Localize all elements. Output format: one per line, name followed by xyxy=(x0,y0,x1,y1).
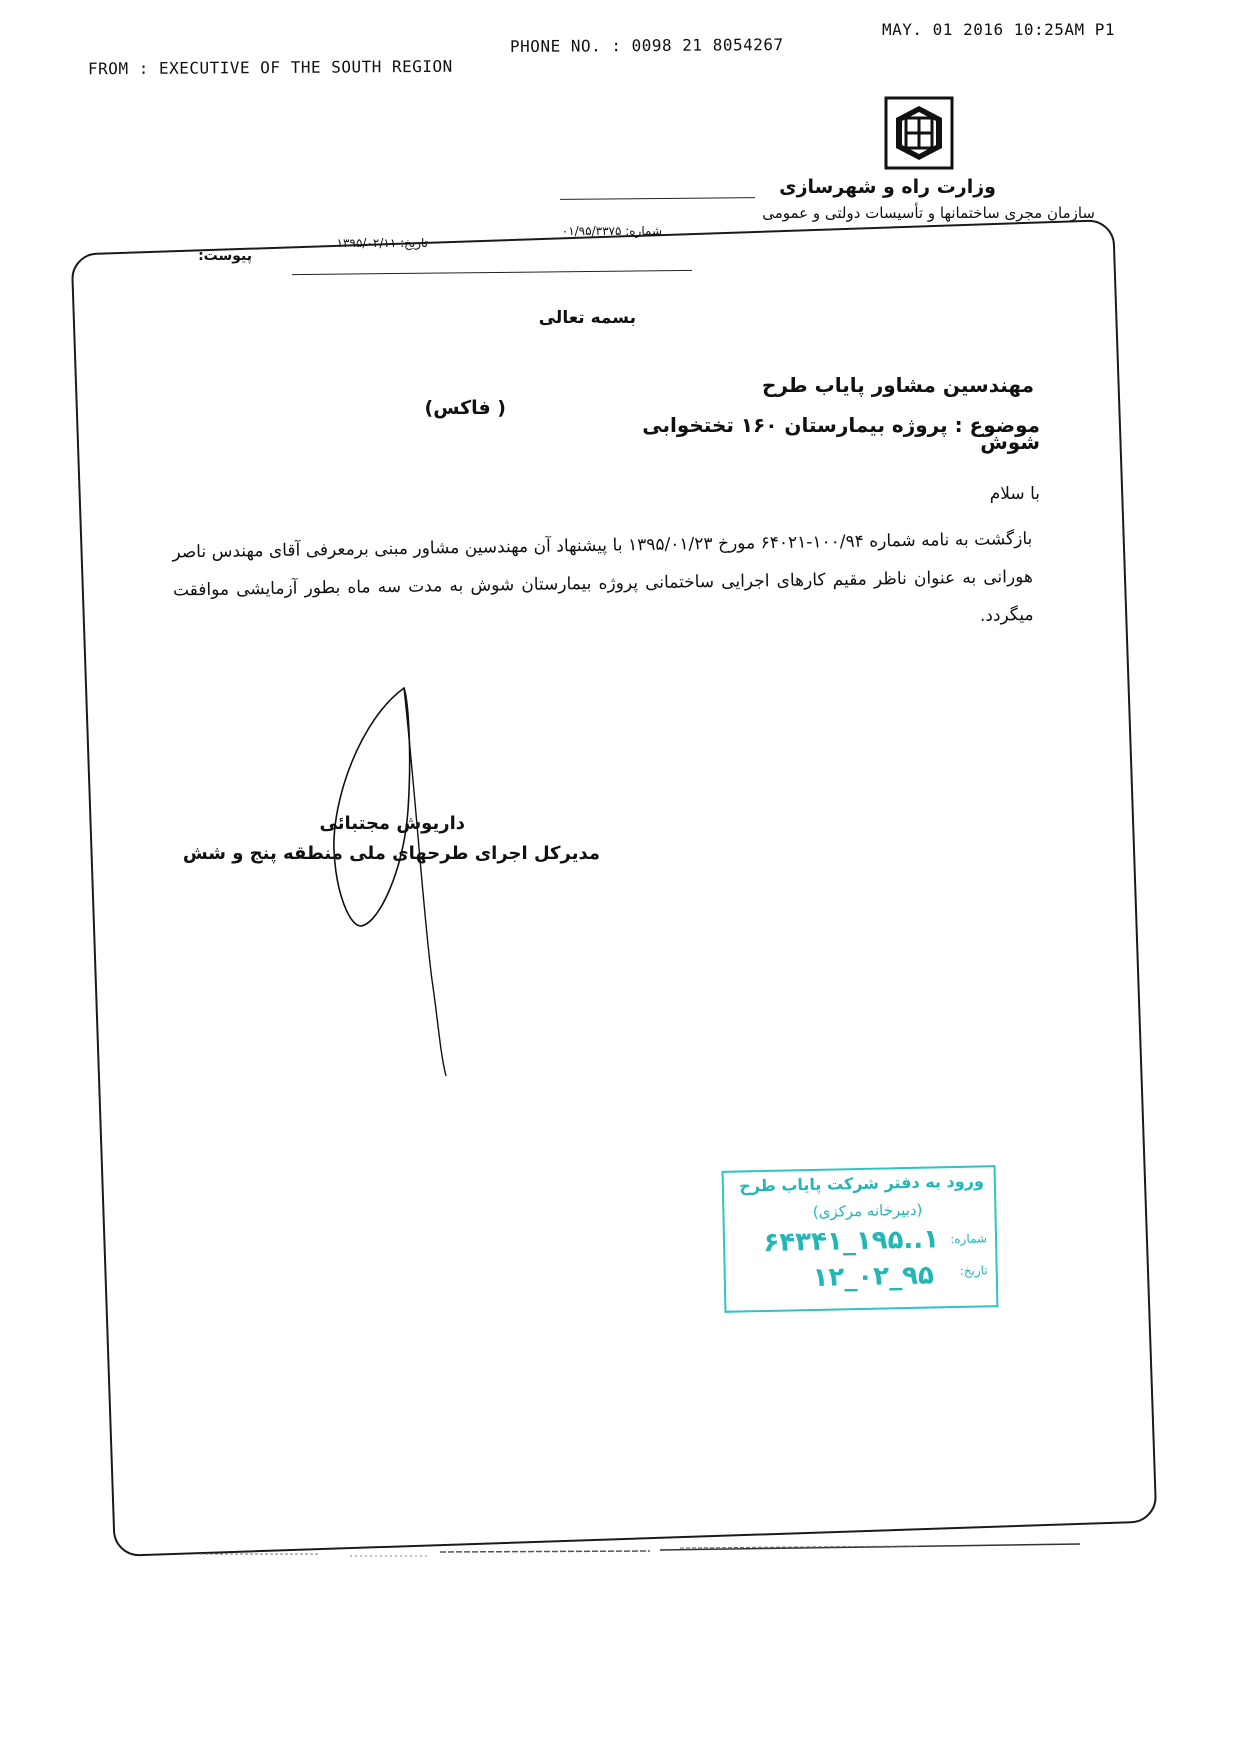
stamp-date-label: تاریخ: xyxy=(959,1263,988,1278)
recipient: مهندسین مشاور پایاب طرح xyxy=(761,373,1034,397)
ministry-emblem-icon xyxy=(884,96,954,170)
header-divider xyxy=(560,197,755,200)
stamp-title: ورود به دفتر شرکت پایاب طرح xyxy=(739,1171,985,1196)
letter-body xyxy=(172,520,1034,647)
attachment-label: پیوست: xyxy=(198,248,252,264)
scan-noise xyxy=(200,1540,1080,1560)
stamp-number-label: شماره: xyxy=(950,1231,988,1247)
letter-date: تاریخ: ۱۳۹۵/۰۲/۱۱ xyxy=(336,236,428,250)
fax-sender: FROM : EXECUTIVE OF THE SOUTH REGION xyxy=(87,56,453,79)
body-paragraph: بازگشت به نامه شماره ۱۰۰/۹۴-۶۴۰۲۱ مورخ ۱۳۹۵/۰۱/۲۳ با پیشنهاد آن مهندسین مشاور مبنی برمعرفی آقای مهندس ناصر هورانی به عنوان ناظر مقیم کارهای اجرایی ساختمانی پروژه بیمارستان شوش به مدت سه ماه بطور آزمایشی موافقت میگردد. xyxy=(172,528,1034,626)
subject-continuation: شوش xyxy=(980,430,1040,454)
signatory-title: مدیرکل اجرای طرحهای ملی منطقه پنج و شش xyxy=(182,843,600,864)
basmala: بسمه تعالی xyxy=(538,308,636,328)
handwritten-signature xyxy=(320,680,460,1090)
signatory-name: داریوش مجتبائی xyxy=(319,813,465,834)
stamp-subtitle: (دبیرخانه مرکزی) xyxy=(812,1200,923,1221)
greeting: با سلام xyxy=(989,484,1040,504)
fax-phone-number: PHONE NO. : 0098 21 8054267 xyxy=(509,35,784,56)
letter-number: شماره: ۰۱/۹۵/۳۳۷۵ xyxy=(561,224,662,238)
stamp-date: ۹۵_۰۲_۱۲ xyxy=(812,1260,935,1293)
ministry-name: وزارت راه و شهرسازی xyxy=(779,176,996,198)
subject: موضوع : پروژه بیمارستان ۱۶۰ تختخوابی xyxy=(642,413,1040,437)
fax-label: ( فاکس) xyxy=(424,397,506,419)
fax-datetime: MAY. 01 2016 10:25AM P1 xyxy=(882,20,1116,39)
receipt-stamp xyxy=(722,1165,999,1313)
stamp-number: ۱..۱۹۵_۶۴۳۴۱ xyxy=(763,1224,940,1259)
organization-name: سازمان مجری ساختمانها و تأسیسات دولتی و عمومی xyxy=(762,204,1095,222)
